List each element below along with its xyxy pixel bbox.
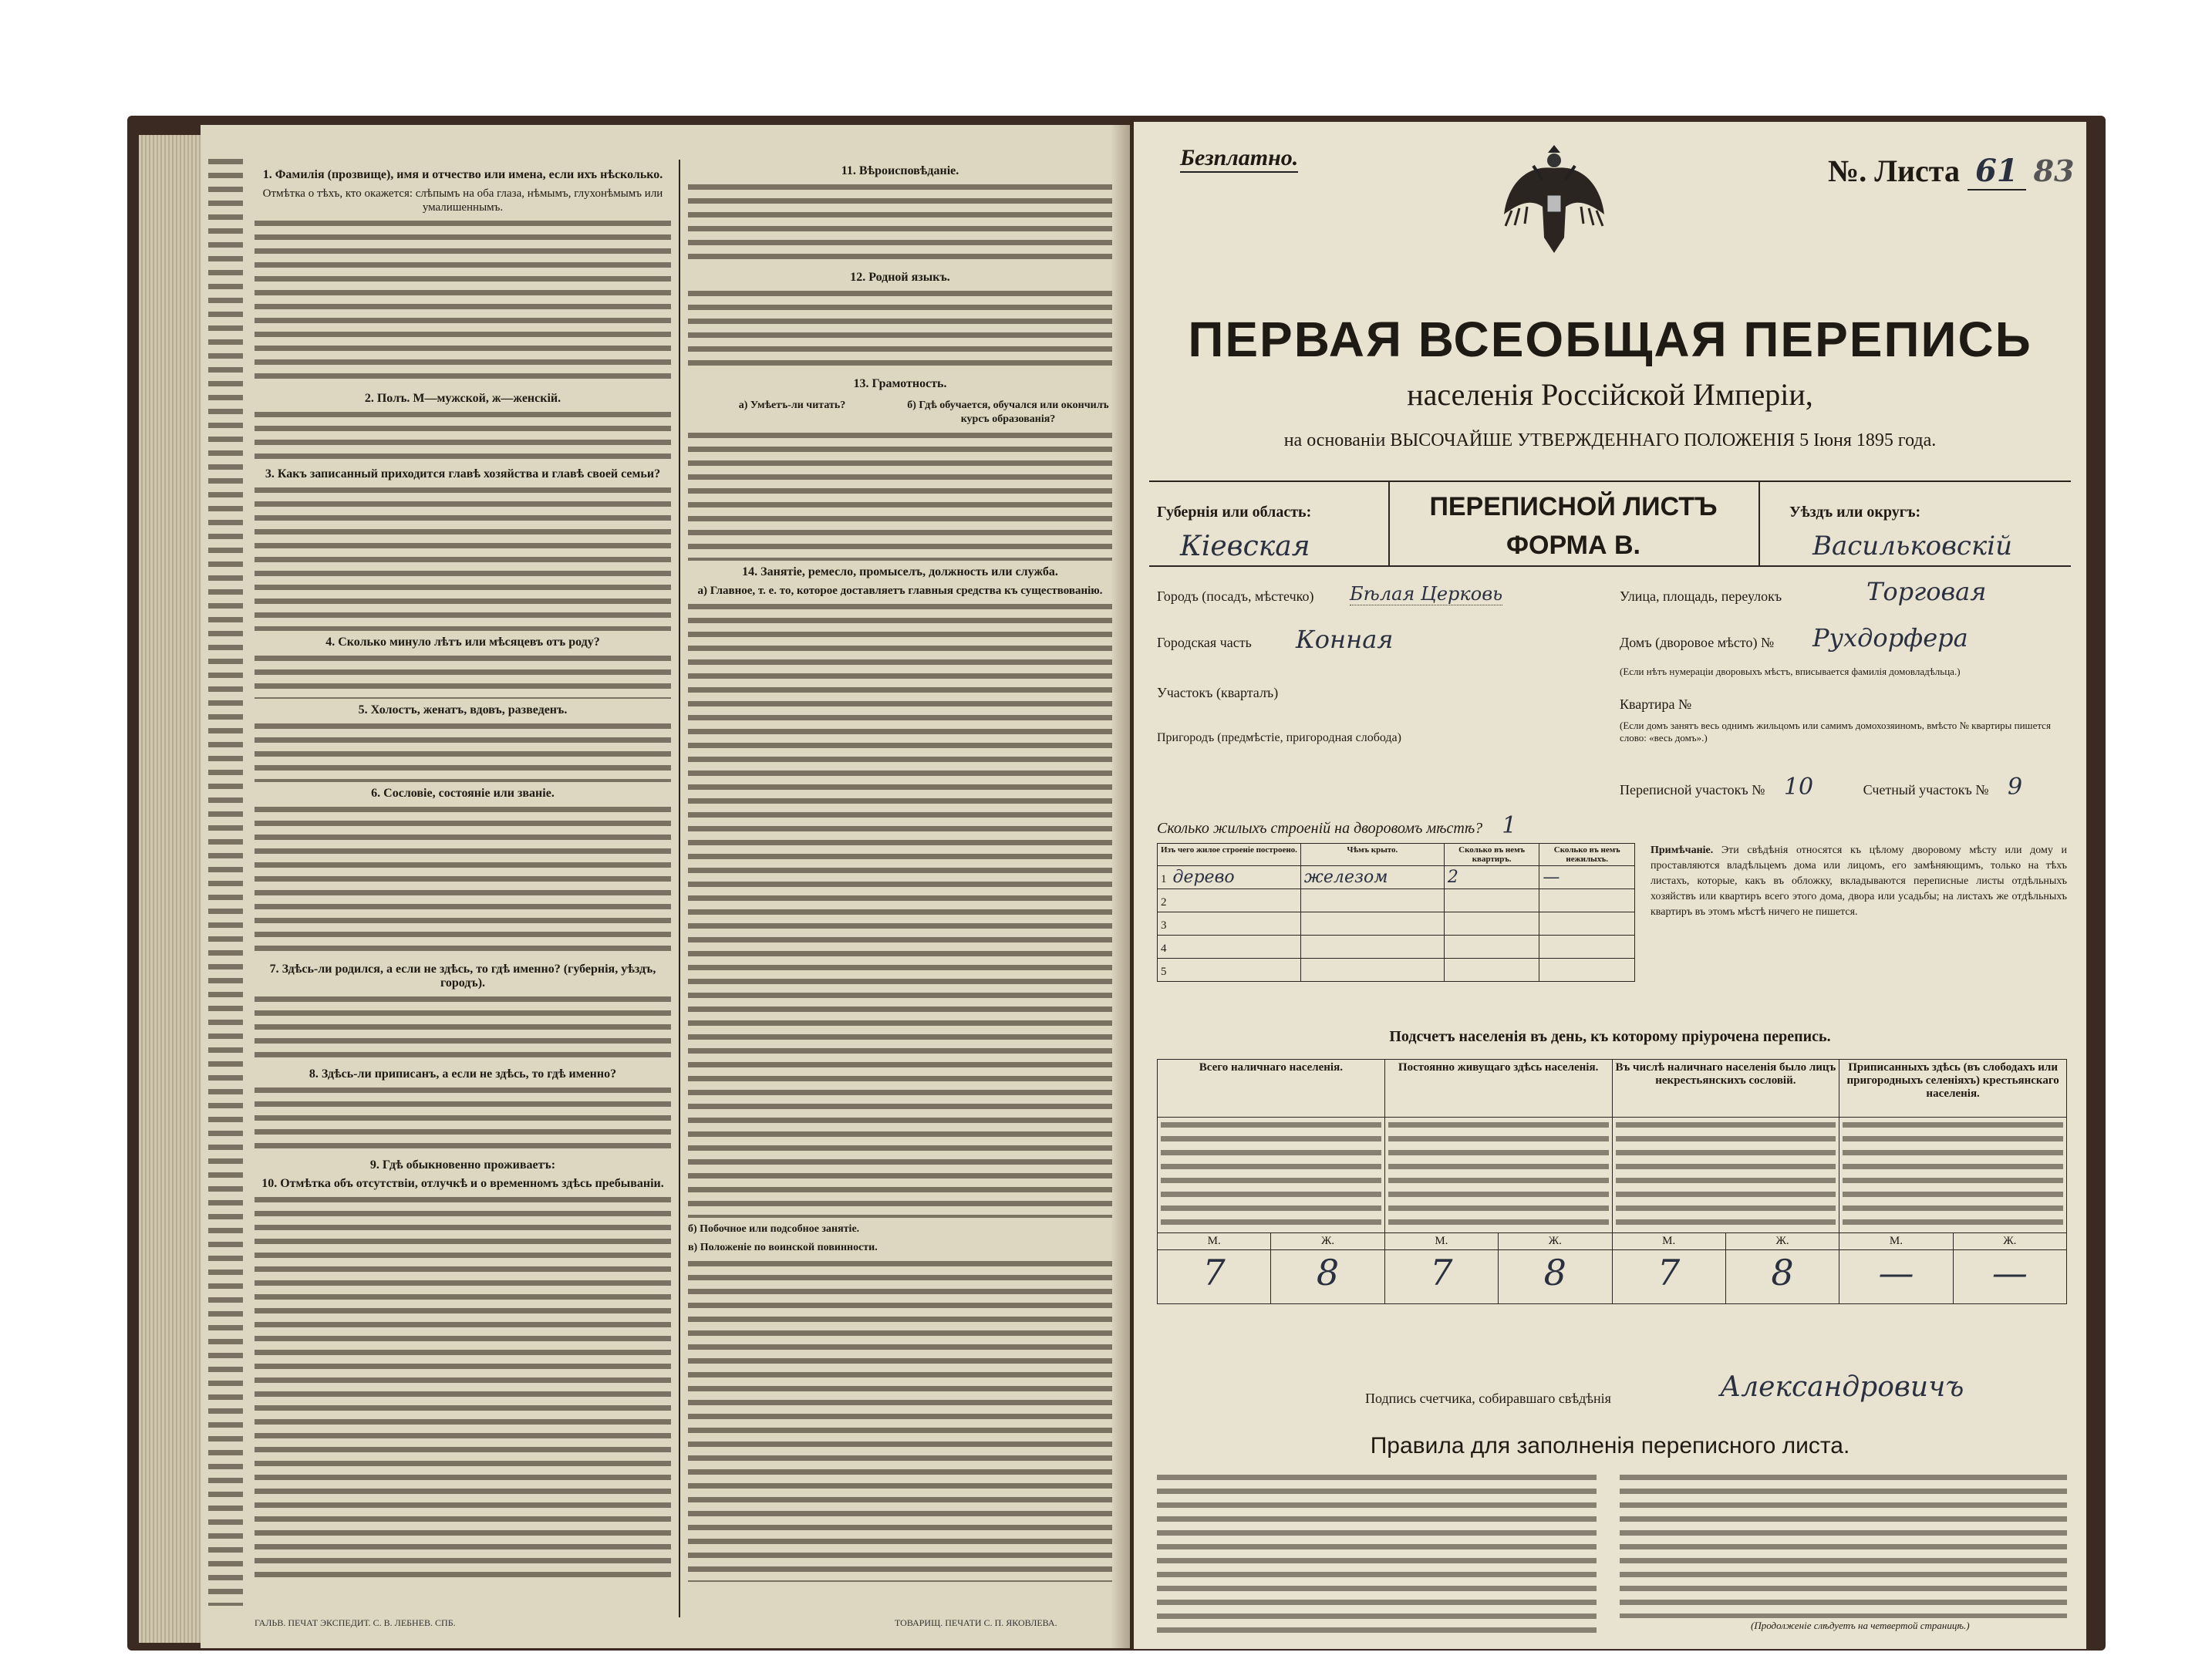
rules-column-2 [1620, 1472, 2067, 1618]
signature-value: Александровичъ [1720, 1371, 1964, 1403]
female-label: Ж. [1499, 1233, 1612, 1250]
q3-title: 3. Какъ записанный приходится главѣ хозяйства и главѣ своей семьи? [265, 467, 661, 481]
bld-material-cell [1158, 889, 1301, 912]
bld-roof-cell [1300, 912, 1444, 936]
count-value-cell: — [1839, 1250, 1953, 1304]
bld-value: 2 [1447, 868, 1458, 887]
bld-nonresidential-cell [1539, 936, 1635, 959]
q14-title: 14. Занятіе, ремесло, промыселъ, должность или служба. [742, 565, 1058, 578]
house-label: Домъ (дворовое мѣсто) № [1620, 635, 1775, 650]
left-column-2 [688, 160, 1112, 1610]
buildings-table-row [1158, 912, 1635, 936]
female-label: Ж. [1953, 1233, 2066, 1250]
female-label: Ж. [1725, 1233, 1839, 1250]
q1-note: Отмѣтка о тѣхъ, кто окажется: слѣпымъ на оба глаза, нѣмымъ, глухонѣмымъ или умалишеннымъ. [262, 187, 663, 214]
right-page [1134, 122, 2086, 1649]
left-margin-strip [208, 156, 243, 1606]
q7-title: 7. Здѣсь-ли родился, а если не здѣсь, то гдѣ именно? (губернія, уѣздъ, городъ). [269, 963, 656, 990]
bld-apartments-cell [1444, 866, 1539, 889]
male-label: М. [1839, 1233, 1953, 1250]
q4-body [255, 652, 671, 699]
sheet-number-label: №. Листа 61 83 [1828, 153, 2075, 189]
q14b-label: б) Побочное или подсобное занятіе. [688, 1223, 860, 1235]
female-label: Ж. [1271, 1233, 1384, 1250]
q2-body [255, 409, 671, 463]
bld-roof-cell [1300, 936, 1444, 959]
census-district-label: Переписной участокъ № 10 Счетный участокъ № 9 [1620, 774, 2023, 801]
street-value: Торговая [1866, 577, 1987, 606]
bld-row-number: 4 [1161, 942, 1167, 955]
bld-apartments-cell [1444, 889, 1539, 912]
left-page [201, 125, 1130, 1648]
bld-nonresidential-cell [1539, 866, 1635, 889]
header-rule [1149, 481, 2071, 482]
q14a-label: а) Главное, т. е. то, которое доставляетъ главныя средства къ существованію. [697, 585, 1103, 597]
buildings-table-row [1158, 959, 1635, 982]
bld-value: железом [1303, 868, 1388, 887]
left-column-1 [255, 164, 671, 1613]
uezd-value: Васильковскій [1812, 531, 2013, 561]
bld-material-cell [1158, 866, 1301, 889]
signature-label: Подпись счетчика, собиравшаго свѣдѣнія [1365, 1391, 1611, 1406]
census-title: ПЕРВАЯ ВСЕОБЩАЯ ПЕРЕПИСЬ [1188, 312, 2032, 367]
district-label: Участокъ (кварталъ) [1157, 685, 1279, 700]
bld-roof-cell [1300, 889, 1444, 912]
form-title-2: ФОРМА В. [1506, 531, 1641, 560]
count-value-cell: 8 [1271, 1250, 1384, 1304]
bld-nonresidential-cell [1539, 912, 1635, 936]
bld-apartments-cell [1444, 936, 1539, 959]
buildings-note-text: Эти свѣдѣнія относятся къ цѣлому дворовому мѣсту или дому и проставляются владѣльцемъ дома или лицомъ, его замѣняющимъ, только на тѣхъ листахъ, которые, какъ въ обложку, вкладываются переписные листы отдѣльныхъ хозяйствъ или квартиръ всего этого дома, двора или усадьбы; на листахъ же отдѣльныхъ квартиръ въ этомъ мѣстѣ ничего не пишется. [1651, 845, 2067, 918]
buildings-note-title: Примѣчаніе. [1651, 845, 1714, 856]
bld-row-number: 1 [1161, 873, 1167, 885]
q8-body [255, 1084, 671, 1154]
q13-body [688, 430, 1112, 561]
q14b-body [688, 1258, 1112, 1582]
sheet-number-value: 61 [1968, 153, 2026, 191]
house-value: Рухдорфера [1812, 623, 1968, 652]
left-footer-printer: ГАЛЬВ. ПЕЧАТ ЭКСПЕДИТ. С. В. ЛЕБНЕВ. СПБ. [255, 1617, 456, 1628]
street-label: Улица, площадь, переулокъ [1620, 588, 1782, 604]
census-basis: на основаніи ВЫСОЧАЙШЕ УТВЕРЖДЕННАГО ПОЛОЖЕНІЯ 5 Іюня 1895 года. [1283, 430, 1937, 450]
rules-title: Правила для заполненія переписного листа. [1370, 1433, 1850, 1458]
city-label: Городъ (посадъ, мѣстечко) [1157, 588, 1314, 604]
count-district-value: 9 [2008, 774, 2023, 801]
count-desc-3 [1612, 1118, 1839, 1233]
q13b-label: б) Гдѣ обучается, обучался или окончилъ курсъ образованія? [907, 400, 1109, 425]
q1-title: 1. Фамилія (прозвище), имя и отчество или имена, если ихъ нѣсколько. [262, 168, 663, 181]
bld-roof-cell [1300, 959, 1444, 982]
q3-body [255, 484, 671, 631]
q11-title: 11. Вѣроисповѣданіе. [841, 164, 959, 177]
left-footer-printer-2: ТОВАРИЩ. ПЕЧАТИ С. П. ЯКОВЛЕВА. [895, 1617, 1057, 1628]
q7-body [255, 993, 671, 1063]
count-desc-2 [1384, 1118, 1612, 1233]
header-divider-2 [1758, 481, 1760, 565]
bld-header-nonresidential: Сколько въ немъ нежилыхъ. [1539, 844, 1635, 866]
count-col-header: Приписанныхъ здѣсь (въ слободахъ или пригородныхъ селеніяхъ) крестьянскаго населенія. [1839, 1060, 2067, 1118]
uezd-label: Уѣздъ или округъ: [1789, 504, 1921, 521]
male-label: М. [1158, 1233, 1271, 1250]
buildings-table-row [1158, 936, 1635, 959]
buildings-value: 1 [1502, 812, 1517, 839]
q11-body [688, 181, 1112, 266]
free-label: Безплатно. [1180, 145, 1298, 173]
q13-title: 13. Грамотность. [853, 377, 947, 390]
bld-value: дерево [1172, 868, 1235, 887]
count-value-cell: 7 [1384, 1250, 1498, 1304]
count-value-cell: — [1953, 1250, 2066, 1304]
apartment-label: Квартира № [1620, 696, 1692, 712]
bld-apartments-cell [1444, 912, 1539, 936]
bld-material-cell [1158, 936, 1301, 959]
count-desc-1 [1158, 1118, 1385, 1233]
bld-header-apartments: Сколько въ немъ квартиръ. [1444, 844, 1539, 866]
male-label: М. [1612, 1233, 1725, 1250]
bld-roof-cell [1300, 866, 1444, 889]
buildings-table [1157, 843, 1635, 982]
city-value: Бѣлая Церковь [1350, 583, 1503, 605]
q2-title: 2. Полъ. М—мужской, ж—женскій. [364, 392, 561, 405]
rules-column-1 [1157, 1472, 1597, 1634]
bld-material-cell [1158, 912, 1301, 936]
bld-apartments-cell [1444, 959, 1539, 982]
buildings-table-row [1158, 866, 1635, 889]
q12-body [688, 288, 1112, 373]
buildings-label: Сколько жилыхъ строеній на дворовомъ мѣстѣ? 1 [1157, 812, 1517, 839]
q12-title: 12. Родной языкъ. [850, 271, 950, 284]
q6-title: 6. Сословіе, состояніе или званіе. [371, 787, 555, 800]
rules-continued-note: (Продолженіе слѣдуетъ на четвертой страницѣ.) [1751, 1620, 1970, 1631]
q5-body [255, 720, 671, 782]
header-rule-bottom [1149, 565, 2071, 567]
bld-row-number: 2 [1161, 896, 1167, 909]
form-title-1: ПЕРЕПИСНОЙ ЛИСТЪ [1429, 492, 1718, 521]
q8-title: 8. Здѣсь-ли приписанъ, а если не здѣсь, то гдѣ именно? [309, 1067, 617, 1081]
bld-material-cell [1158, 959, 1301, 982]
buildings-table-row [1158, 889, 1635, 912]
q14a-body [688, 601, 1112, 1218]
bld-header-material: Изъ чего жилое строеніе построено. [1158, 844, 1301, 866]
q4-title: 4. Сколько минуло лѣтъ или мѣсяцевъ отъ роду? [325, 636, 600, 649]
gubernia-value: Кіевская [1180, 531, 1310, 562]
count-desc-4 [1839, 1118, 2067, 1233]
bld-nonresidential-cell [1539, 889, 1635, 912]
bld-row-number: 5 [1161, 966, 1167, 978]
part-value: Конная [1296, 625, 1394, 654]
count-value-cell: 7 [1158, 1250, 1271, 1304]
page-stack-edges [139, 135, 201, 1643]
house-note: (Если нѣтъ нумераціи дворовыхъ мѣстъ, вписывается фамилія домовладѣльца.) [1620, 666, 1961, 677]
q6-body [255, 804, 671, 958]
q9-title: 9. Гдѣ обыкновенно проживаетъ: [369, 1158, 556, 1172]
count-col-header: Всего наличнаго населенія. [1158, 1060, 1385, 1118]
count-value-cell: 8 [1725, 1250, 1839, 1304]
q15-label: в) Положеніе по воинской повинности. [688, 1242, 878, 1253]
count-col-header: Постоянно живущаго здѣсь населенія. [1384, 1060, 1612, 1118]
q5-title: 5. Холостъ, женатъ, вдовъ, разведенъ. [358, 703, 568, 717]
bld-value: — [1543, 868, 1560, 887]
count-col-header: Въ числѣ наличнаго населенія было лицъ некрестьянскихъ сословій. [1612, 1060, 1839, 1118]
count-district-label: Счетный участокъ № [1863, 782, 1989, 797]
part-label: Городская часть [1157, 635, 1252, 650]
apartment-note: (Если домъ занятъ весь однимъ жильцомъ или самимъ домохозяиномъ, вмѣсто № квартиры пишется слово: «весь домъ».) [1620, 720, 2051, 744]
buildings-note [1651, 843, 2067, 920]
sheet-number-pencil: 83 [2033, 153, 2075, 188]
bld-header-roof: Чѣмъ крыто. [1300, 844, 1444, 866]
q9-10-body [255, 1194, 671, 1580]
column-divider [679, 160, 680, 1617]
count-value-cell: 7 [1612, 1250, 1725, 1304]
bld-nonresidential-cell [1539, 959, 1635, 982]
header-divider-1 [1388, 481, 1390, 565]
q10-title: 10. Отмѣтка объ отсутствіи, отлучкѣ и о временномъ здѣсь пребываніи. [261, 1177, 664, 1190]
imperial-eagle-emblem [1496, 137, 1612, 261]
census-subtitle: населенія Россійской Имперіи, [1407, 377, 1813, 412]
q13a-label: а) Умѣетъ-ли читать? [738, 400, 846, 411]
census-district-value: 10 [1783, 774, 1814, 801]
bld-row-number: 3 [1161, 919, 1167, 932]
suburb-label: Пригородъ (предмѣстіе, пригородная слобода) [1157, 731, 1401, 744]
count-value-cell: 8 [1499, 1250, 1612, 1304]
population-count-table [1157, 1059, 2067, 1304]
q1-body [255, 217, 671, 387]
gubernia-label: Губернія или область: [1157, 504, 1312, 521]
count-header: Подсчетъ населенія въ день, къ которому пріурочена перепись. [1389, 1028, 1831, 1045]
male-label: М. [1384, 1233, 1498, 1250]
